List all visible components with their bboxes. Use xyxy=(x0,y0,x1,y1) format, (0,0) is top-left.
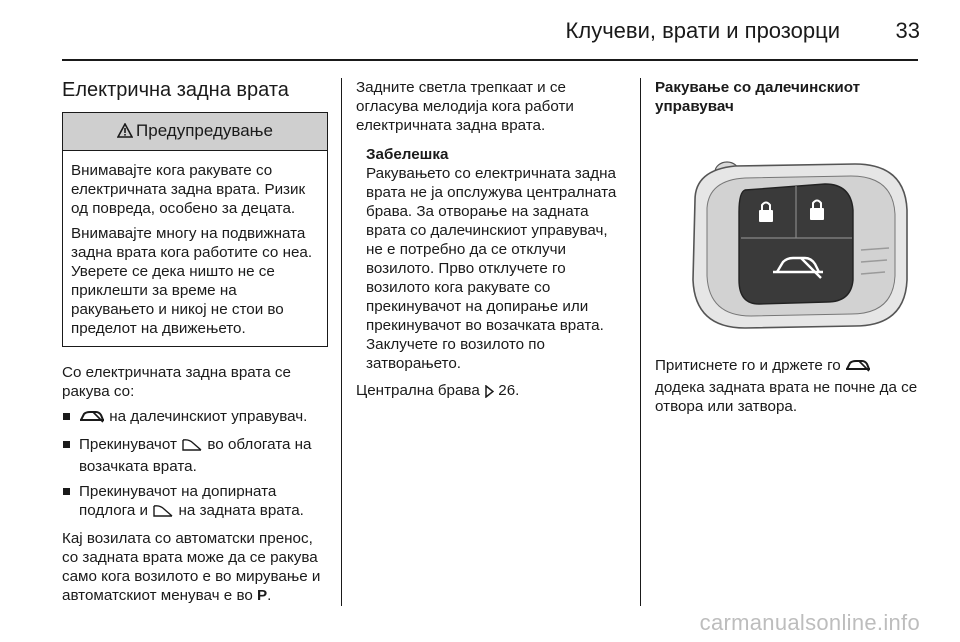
warning-triangle-icon xyxy=(117,123,133,142)
bullet-3-post: на задната врата. xyxy=(178,502,304,519)
section-title: Електрична задна врата xyxy=(62,79,289,101)
bullet-3-pre: Прекинувачот на допирната подлога и xyxy=(79,483,277,519)
subheading: Ракување со далечинскиот управувач xyxy=(655,79,861,115)
bullet-2-post: во облогата на возачката врата. xyxy=(79,436,312,475)
bullet-1-text: на далечинскиот управувач. xyxy=(109,408,308,425)
page-number: 33 xyxy=(895,18,920,43)
cross-reference-arrow-icon xyxy=(484,384,494,403)
column-divider-2 xyxy=(640,78,641,606)
instruction-post: додека задната врата не почне да се отвора или затвора. xyxy=(655,379,918,415)
watermark: carmanualsonline.info xyxy=(699,610,920,635)
car-tailgate-icon xyxy=(79,410,105,429)
column-divider-1 xyxy=(341,78,342,606)
warning-paragraph-1: Внимавајте кога ракувате со електричната задна врата. Ризик од повреда, особено за децата. xyxy=(71,162,306,217)
paragraph-end: . xyxy=(267,587,272,604)
note-text: Ракувањето со електричната задна врата не ја опслужува централната брава. За отворање на задната врата со далечинскиот управувач, не е потребно да се отклучи возилото. Прво отклучете го возилото кога ракувате со прекинувачот на допирање или прекинувачот во возачката врата. Заклучете го возилото по затворањето. xyxy=(366,165,617,372)
warning-header xyxy=(63,113,327,151)
note-title: Забелешка xyxy=(366,146,449,163)
operation-list xyxy=(62,407,328,523)
warning-header-label: Предупредување xyxy=(136,121,273,140)
column-2 xyxy=(356,70,628,409)
note-block xyxy=(356,145,628,373)
warning-paragraph-2: Внимавајте многу на подвижната задна врата кога работите со неа. Уверете се дека ништо не се приклешти за време на ракувањето и никој не стои во пределот на движењето. xyxy=(71,225,313,337)
header-rule xyxy=(62,59,918,61)
bullet-2-pre: Прекинувачот xyxy=(79,436,177,453)
warning-body xyxy=(63,151,327,346)
warning-box xyxy=(62,112,328,347)
cross-reference-text: Централна брава xyxy=(356,382,480,399)
cross-reference xyxy=(356,381,628,403)
car-tailgate-icon xyxy=(845,359,871,378)
column-3 xyxy=(655,70,921,422)
tailgate-switch-icon xyxy=(181,438,203,457)
column-1 xyxy=(62,70,328,611)
remote-key-fob-illustration xyxy=(655,130,921,340)
tailgate-switch-icon xyxy=(152,504,174,523)
press-hold-instruction xyxy=(655,356,921,416)
paragraph-text: Кај возилата со автоматски пренос, со задната врата може да се ракува само кога возилото е во мирување и автоматскиот менувач е во xyxy=(62,530,321,604)
lights-paragraph: Задните светла трепкаат и се огласува мелодија кога работи електричната задна врата. xyxy=(356,79,574,134)
list-item xyxy=(62,482,328,523)
cross-reference-page: 26. xyxy=(498,382,520,399)
list-item xyxy=(62,435,328,476)
automatic-transmission-paragraph xyxy=(62,529,328,605)
page-header-title: Клучеви, врати и прозорци xyxy=(565,18,840,43)
intro-text: Со електричната задна врата се ракува со: xyxy=(62,364,291,400)
instruction-pre: Притиснете го и држете го xyxy=(655,357,841,374)
list-item xyxy=(62,407,328,429)
gear-label: P xyxy=(257,587,268,604)
